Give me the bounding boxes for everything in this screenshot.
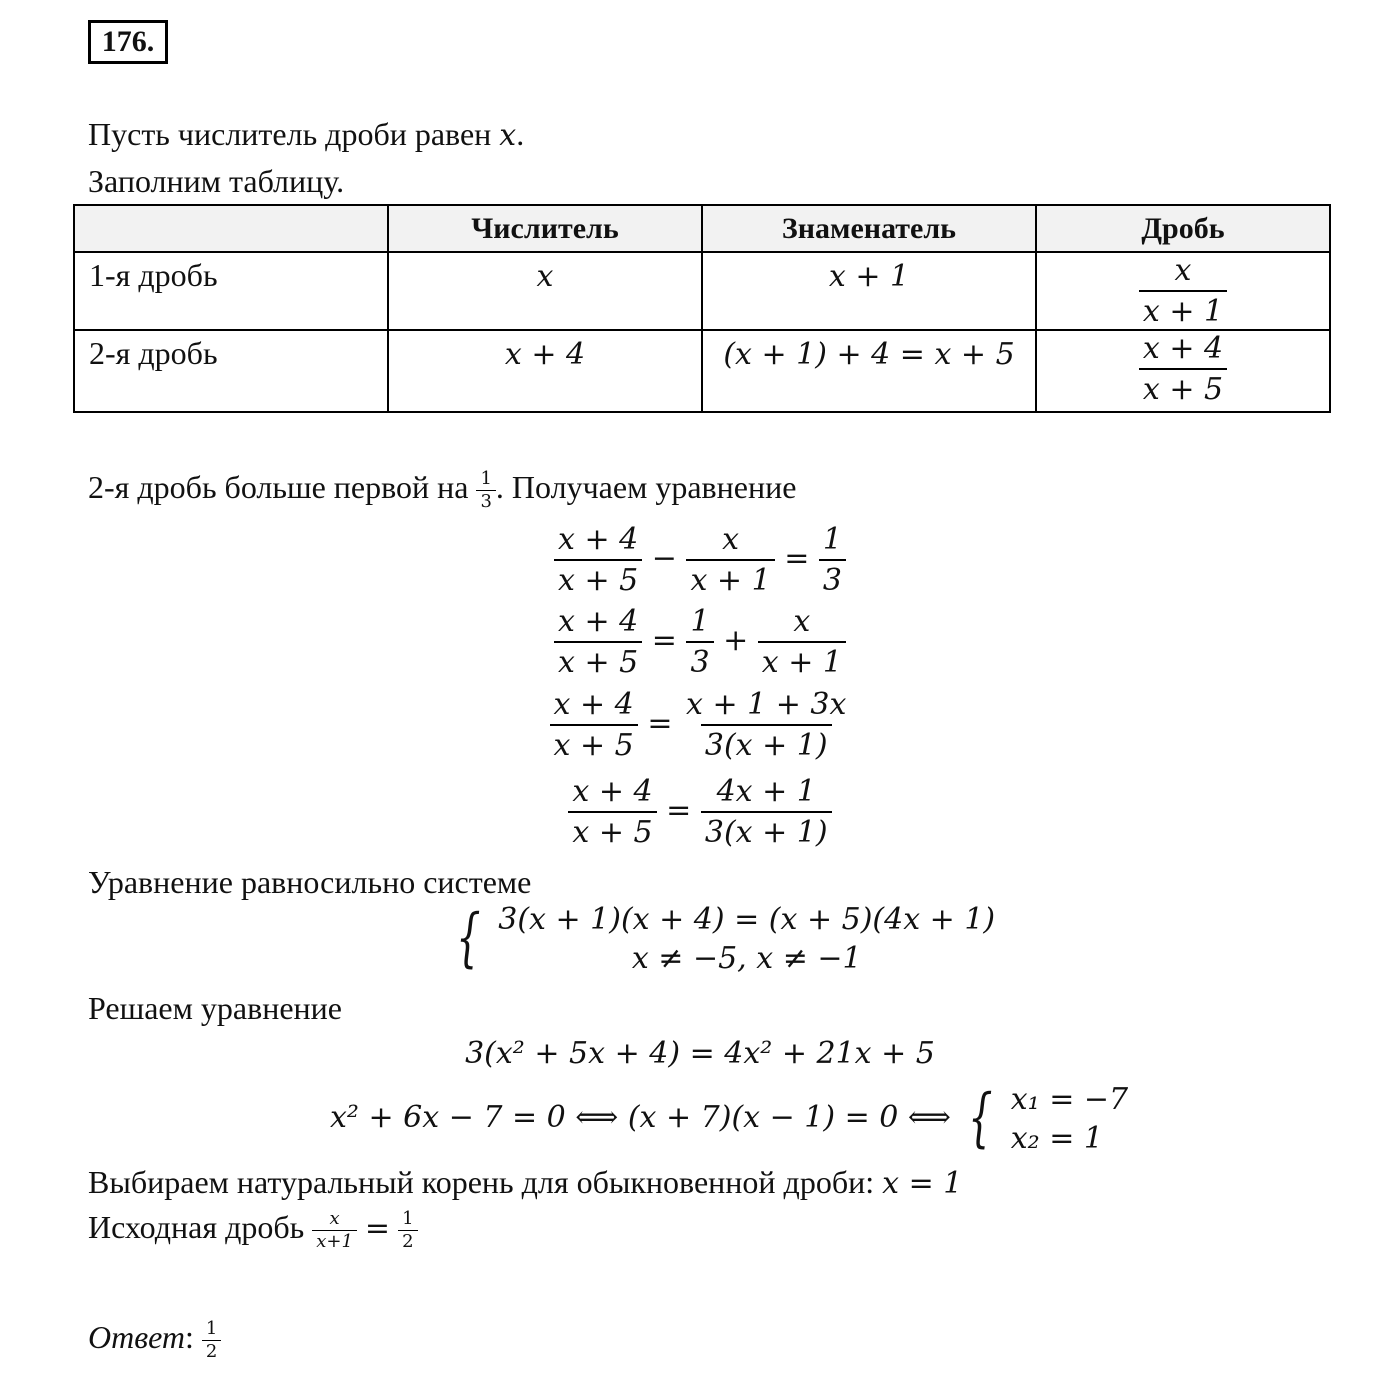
fraction-denominator: 2 bbox=[398, 1230, 417, 1251]
row-label: 1-я дробь bbox=[74, 252, 388, 330]
system-line-1: 3(x + 1)(x + 4) = (x + 5)(4x + 1) bbox=[498, 902, 996, 937]
task-number: 176. bbox=[88, 20, 168, 64]
intro-variable: x bbox=[499, 118, 517, 153]
fraction-denominator: 3 bbox=[686, 641, 713, 680]
condition-prefix: 2-я дробь больше первой на bbox=[88, 468, 477, 505]
operator: + bbox=[723, 623, 749, 658]
answer-label: Ответ bbox=[88, 1318, 185, 1355]
fraction-numerator: x bbox=[329, 1208, 340, 1229]
fraction-denominator: x + 1 bbox=[686, 559, 774, 598]
fraction-table bbox=[73, 204, 1331, 413]
fraction-numerator: x + 4 bbox=[558, 604, 639, 639]
cell-denominator: x + 1 bbox=[702, 252, 1036, 330]
fraction-denominator: x + 5 bbox=[1139, 368, 1227, 407]
fraction-denominator: x + 1 bbox=[758, 641, 846, 680]
intro-line-1-prefix: Пусть числитель дроби равен bbox=[88, 116, 500, 152]
fraction bbox=[398, 1210, 417, 1251]
table-header-denominator: Знаменатель bbox=[702, 205, 1036, 252]
fraction-denominator: x+1 bbox=[312, 1230, 357, 1251]
original-text: Исходная дробь bbox=[88, 1208, 313, 1245]
fraction-denominator: 3 bbox=[819, 559, 846, 598]
fraction-numerator: x bbox=[1174, 253, 1192, 288]
cell-fraction bbox=[1036, 252, 1330, 330]
fraction-denominator: x + 5 bbox=[554, 641, 642, 680]
cell-denominator: (x + 1) + 4 = x + 5 bbox=[702, 330, 1036, 412]
choose-value: x = 1 bbox=[882, 1166, 963, 1201]
equals-sign: = bbox=[784, 541, 810, 576]
equals-sign: = bbox=[364, 1210, 391, 1246]
equation-3 bbox=[0, 687, 1400, 763]
solve-line-2 bbox=[330, 1080, 1128, 1158]
choose-text: Выбираем натуральный корень для обыкновенной дроби: bbox=[88, 1164, 883, 1200]
answer-colon: : bbox=[185, 1318, 194, 1355]
fraction-numerator: x + 4 bbox=[572, 774, 653, 809]
solve-intro: Решаем уравнение bbox=[88, 990, 342, 1026]
operator: − bbox=[651, 541, 677, 576]
equals-sign: = bbox=[666, 793, 692, 828]
fraction bbox=[554, 604, 642, 680]
fraction-denominator: 3(x + 1) bbox=[701, 811, 832, 850]
equation-system bbox=[448, 900, 995, 978]
fraction-numerator: 1 bbox=[402, 1208, 414, 1229]
cell-fraction bbox=[1036, 330, 1330, 412]
fraction bbox=[682, 687, 850, 763]
fraction-numerator: x + 1 + 3x bbox=[686, 687, 847, 722]
table-row bbox=[74, 330, 1330, 412]
fraction bbox=[758, 604, 846, 680]
fraction bbox=[819, 522, 846, 598]
row-label: 2-я дробь bbox=[74, 330, 388, 412]
answer-fraction bbox=[202, 1320, 221, 1361]
fraction-numerator: 1 bbox=[822, 522, 842, 557]
root-1: x₁ = −7 bbox=[1010, 1082, 1129, 1117]
equation-4 bbox=[0, 774, 1400, 850]
fraction bbox=[568, 774, 656, 850]
system-intro: Уравнение равносильно системе bbox=[88, 864, 532, 900]
fraction-numerator: 1 bbox=[205, 1318, 218, 1339]
fraction-numerator: x + 4 bbox=[1142, 331, 1224, 366]
solve-line-1: 3(x² + 5x + 4) = 4x² + 21x + 5 bbox=[465, 1036, 935, 1071]
fraction-denominator: x + 5 bbox=[550, 724, 638, 763]
fraction-numerator: x bbox=[722, 522, 740, 557]
left-brace-icon: { bbox=[968, 1081, 994, 1156]
intro-line-1-suffix: . bbox=[516, 116, 525, 152]
fraction bbox=[701, 774, 832, 850]
answer-line bbox=[88, 1320, 221, 1361]
equation-1 bbox=[0, 522, 1400, 598]
fraction-denominator: 3(x + 1) bbox=[701, 724, 832, 763]
equals-sign: = bbox=[647, 706, 673, 741]
intro-line-1 bbox=[88, 118, 524, 151]
root-2: x₂ = 1 bbox=[1010, 1121, 1103, 1156]
fraction bbox=[554, 522, 642, 598]
system-line-2: x ≠ −5, x ≠ −1 bbox=[631, 941, 862, 976]
condition-line bbox=[88, 470, 796, 511]
fraction bbox=[686, 604, 713, 680]
fraction-numerator: 1 bbox=[480, 468, 492, 489]
fraction-denominator: 3 bbox=[476, 490, 495, 511]
fraction-denominator: x + 5 bbox=[568, 811, 656, 850]
fraction-numerator: 4x + 1 bbox=[716, 774, 816, 809]
fraction bbox=[312, 1210, 357, 1251]
table-header-row bbox=[74, 205, 1330, 252]
condition-suffix: . Получаем уравнение bbox=[495, 468, 797, 505]
fraction bbox=[686, 522, 774, 598]
table-row bbox=[74, 252, 1330, 330]
left-brace-icon: { bbox=[456, 901, 481, 976]
fraction-denominator: x + 1 bbox=[1139, 290, 1227, 329]
choose-line bbox=[88, 1166, 962, 1199]
intro-line-2: Заполним таблицу. bbox=[88, 163, 345, 199]
equation-2 bbox=[0, 604, 1400, 680]
table-header-empty bbox=[74, 205, 388, 252]
fraction-denominator: 2 bbox=[202, 1340, 221, 1361]
table-header-fraction: Дробь bbox=[1036, 205, 1330, 252]
solve-line-2-text: x² + 6x − 7 = 0 ⟺ (x + 7)(x − 1) = 0 ⟺ bbox=[330, 1100, 951, 1135]
equals-sign: = bbox=[651, 623, 677, 658]
condition-fraction bbox=[476, 470, 495, 511]
fraction bbox=[550, 687, 638, 763]
fraction-numerator: x bbox=[793, 604, 811, 639]
original-fraction-line bbox=[88, 1210, 418, 1251]
fraction bbox=[1139, 331, 1227, 407]
fraction-numerator: 1 bbox=[690, 604, 710, 639]
fraction-denominator: x + 5 bbox=[554, 559, 642, 598]
cell-numerator: x bbox=[388, 252, 702, 330]
cell-numerator: x + 4 bbox=[388, 330, 702, 412]
roots bbox=[1011, 1080, 1128, 1158]
table-header-numerator: Числитель bbox=[388, 205, 702, 252]
fraction-numerator: x + 4 bbox=[558, 522, 639, 557]
system-lines bbox=[498, 900, 995, 978]
fraction bbox=[1139, 253, 1227, 329]
fraction-numerator: x + 4 bbox=[553, 687, 634, 722]
